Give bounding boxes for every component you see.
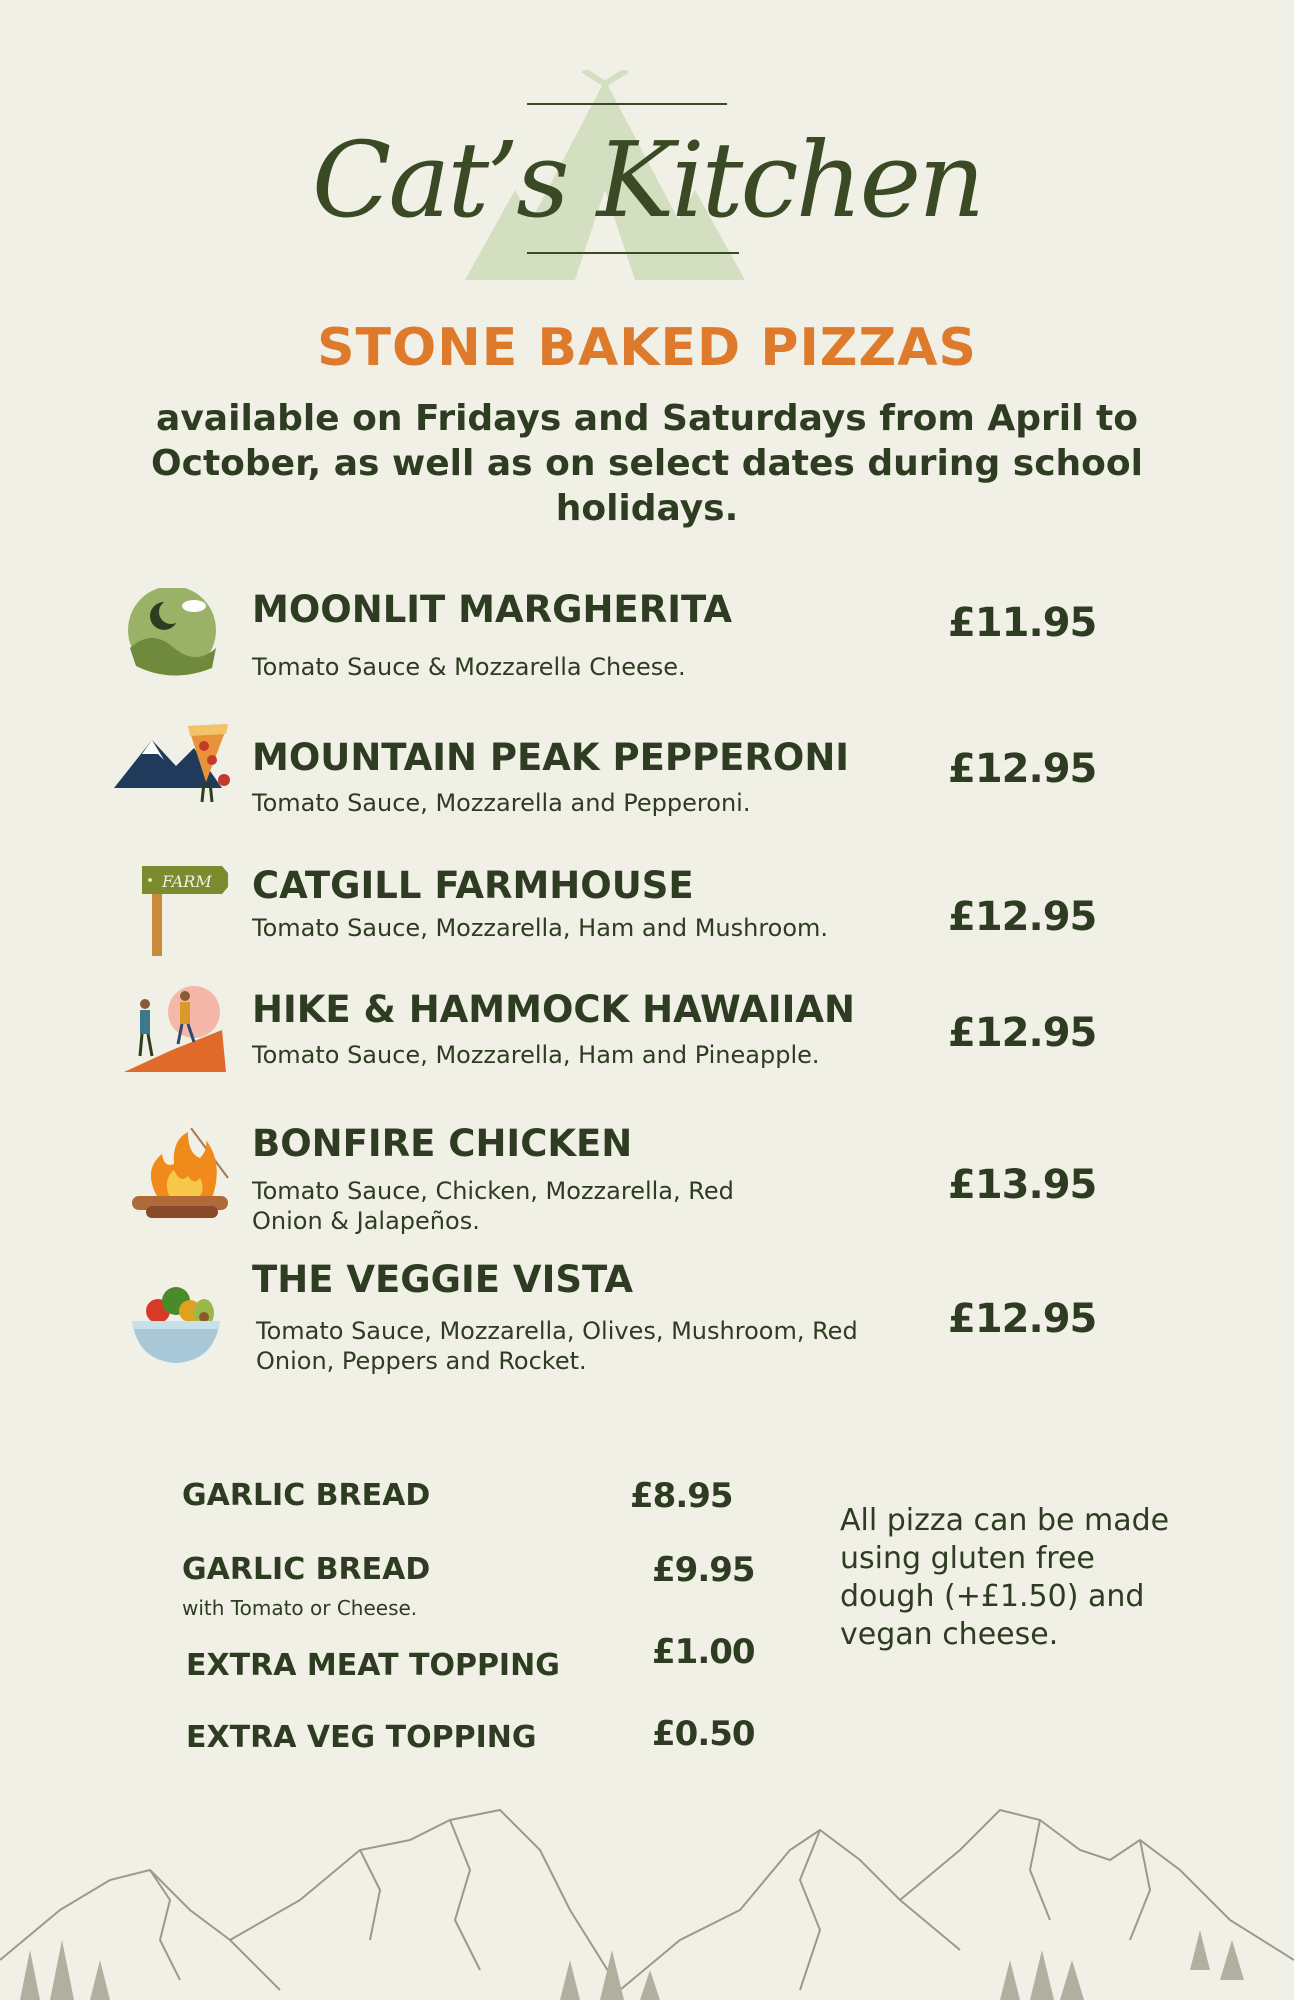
bonfire-icon bbox=[128, 1114, 238, 1224]
logo-bottom-rule bbox=[527, 252, 739, 254]
mountain-pizza-icon bbox=[112, 718, 236, 828]
pizza-price: £12.95 bbox=[948, 1010, 1097, 1056]
side-name: GARLIC BREAD bbox=[182, 1478, 431, 1513]
menu-item bbox=[0, 1122, 1294, 1242]
pizza-name: HIKE & HAMMOCK HAWAIIAN bbox=[252, 988, 855, 1031]
moon-icon bbox=[112, 588, 228, 698]
farm-sign-icon bbox=[112, 860, 228, 970]
veg-bowl-icon bbox=[128, 1274, 224, 1384]
pizza-description: Tomato Sauce & Mozzarella Cheese. bbox=[252, 653, 686, 681]
pizza-price: £11.95 bbox=[948, 600, 1097, 646]
pizza-price: £12.95 bbox=[948, 1296, 1097, 1342]
pizza-name: MOONLIT MARGHERITA bbox=[252, 588, 732, 631]
menu-item bbox=[0, 736, 1294, 836]
pizza-name: CATGILL FARMHOUSE bbox=[252, 864, 694, 907]
pizza-description: Tomato Sauce, Mozzarella and Pepperoni. bbox=[252, 789, 751, 817]
farm-sign-text: FARM bbox=[162, 872, 212, 891]
side-price: £8.95 bbox=[630, 1476, 733, 1516]
pizza-description: Tomato Sauce, Chicken, Mozzarella, Red Onion & Jalapeños. bbox=[252, 1177, 734, 1235]
pizza-description: Tomato Sauce, Mozzarella, Ham and Pineapple. bbox=[252, 1041, 820, 1069]
pizza-description: Tomato Sauce, Mozzarella, Olives, Mushroom, Red Onion, Peppers and Rocket. bbox=[256, 1317, 858, 1375]
side-price: £0.50 bbox=[652, 1714, 755, 1754]
pizza-name: BONFIRE CHICKEN bbox=[252, 1122, 633, 1165]
pizza-description: Tomato Sauce, Mozzarella, Ham and Mushroom. bbox=[252, 914, 829, 942]
menu-item bbox=[0, 988, 1294, 1088]
hikers-icon bbox=[122, 980, 232, 1090]
gluten-free-note: All pizza can be made using gluten free dough (+£1.50) and vegan cheese. bbox=[840, 1503, 1170, 1652]
logo-top-rule bbox=[527, 103, 727, 105]
side-name: EXTRA VEG TOPPING bbox=[186, 1720, 537, 1755]
side-price: £9.95 bbox=[652, 1550, 755, 1590]
availability-text: available on Fridays and Saturdays from April to October, as well as on select dates during school holidays. bbox=[151, 398, 1143, 529]
section-title: STONE BAKED PIZZAS bbox=[317, 318, 977, 378]
pizza-price: £12.95 bbox=[948, 746, 1097, 792]
pizza-name: THE VEGGIE VISTA bbox=[252, 1258, 633, 1301]
side-subtext: with Tomato or Cheese. bbox=[182, 1596, 418, 1620]
pizza-name: MOUNTAIN PEAK PEPPERONI bbox=[252, 736, 850, 779]
logo-text: Cat’s Kitchen bbox=[311, 119, 983, 241]
side-name: EXTRA MEAT TOPPING bbox=[186, 1648, 560, 1683]
pizza-price: £13.95 bbox=[948, 1162, 1097, 1208]
logo bbox=[0, 60, 1294, 290]
menu-item bbox=[0, 588, 1294, 688]
side-price: £1.00 bbox=[652, 1632, 755, 1672]
side-name: GARLIC BREAD bbox=[182, 1552, 431, 1587]
menu-item bbox=[0, 1258, 1294, 1378]
pizza-price: £12.95 bbox=[948, 894, 1097, 940]
mountain-range-illustration bbox=[0, 1790, 1294, 2000]
menu-item bbox=[0, 864, 1294, 964]
